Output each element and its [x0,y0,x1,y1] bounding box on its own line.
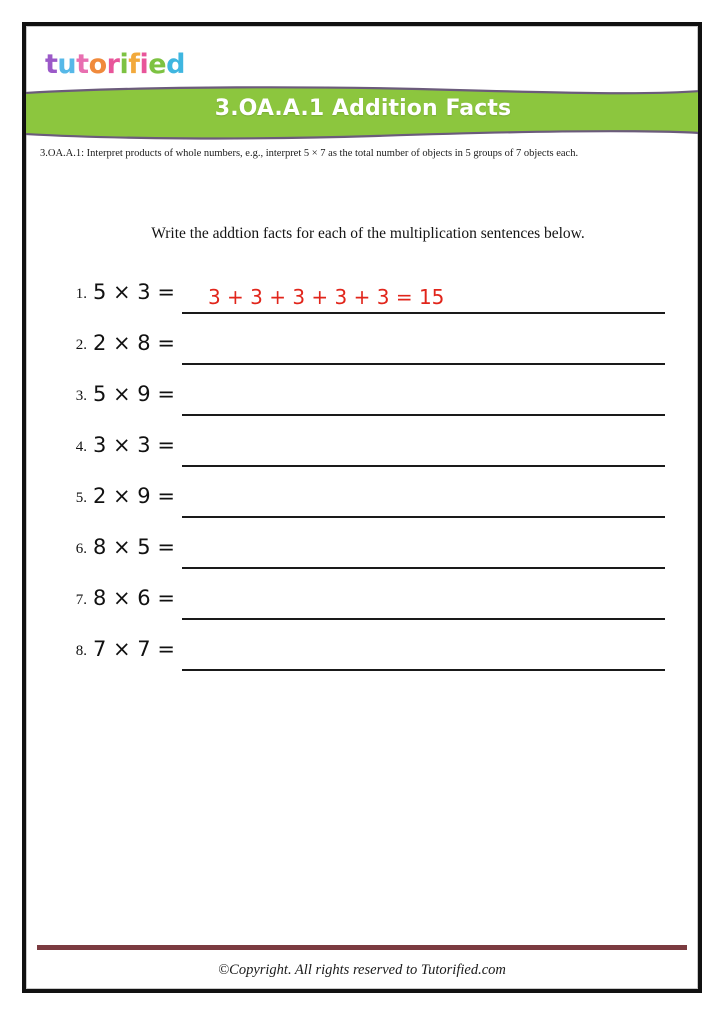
footer-divider [37,945,687,950]
answer-blank[interactable] [182,585,665,620]
logo-letter-8: e [148,48,167,80]
problem-number: 5. [75,490,87,506]
tutorified-logo [41,49,189,80]
problem-row [67,279,665,330]
title-banner [25,85,701,141]
problem-row [67,432,665,483]
brand-logo-area [41,43,189,85]
logo-letter-9: d [166,48,185,80]
logo-letter-5: i [119,48,129,80]
answer-blank[interactable] [182,279,665,314]
logo-letter-1: u [57,48,77,80]
standard-description: 3.OA.A.1: Interpret products of whole numbers, e.g., interpret 5 × 7 as the total number of objects in 5 groups of 7 objects each. [40,148,579,159]
logo-letter-7: i [139,48,149,80]
logo-letter-3: o [88,48,107,80]
copyright-text: ©Copyright. All rights reserved to Tutorified.com [218,962,506,978]
multiplication-expression: 3 × 3 = [93,433,175,457]
multiplication-expression: 2 × 8 = [93,331,175,355]
problem-number: 2. [75,337,87,353]
multiplication-expression: 5 × 3 = [93,280,175,304]
problem-number: 1. [75,286,87,302]
worksheet-page [22,22,702,993]
answer-blank[interactable] [182,636,665,671]
problem-number: 6. [75,541,87,557]
problem-row [67,381,665,432]
logo-letter-2: t [76,48,89,80]
multiplication-expression: 7 × 7 = [93,637,175,661]
worksheet-title: 3.OA.A.1 Addition Facts [214,96,512,121]
answer-text: 3 + 3 + 3 + 3 + 3 = 15 [207,285,445,309]
page-inner-border [26,26,698,989]
answer-blank[interactable] [182,432,665,467]
problem-row [67,483,665,534]
problem-number: 8. [75,643,87,659]
multiplication-expression: 8 × 6 = [93,586,175,610]
answer-blank[interactable] [182,483,665,518]
answer-blank[interactable] [182,330,665,365]
problem-row [67,330,665,381]
problem-row [67,636,665,687]
instruction-line: Write the addtion facts for each of the multiplication sentences below. [151,225,585,242]
problem-row [67,534,665,585]
multiplication-expression: 2 × 9 = [93,484,175,508]
problem-number: 4. [75,439,87,455]
answer-blank[interactable] [182,534,665,569]
logo-letter-4: r [106,48,120,80]
multiplication-expression: 5 × 9 = [93,382,175,406]
multiplication-expression: 8 × 5 = [93,535,175,559]
problem-list [67,279,665,687]
problem-row [67,585,665,636]
logo-letter-0: t [45,48,58,80]
logo-letter-6: f [128,48,140,80]
problem-number: 7. [75,592,87,608]
problem-number: 3. [75,388,87,404]
answer-blank[interactable] [182,381,665,416]
